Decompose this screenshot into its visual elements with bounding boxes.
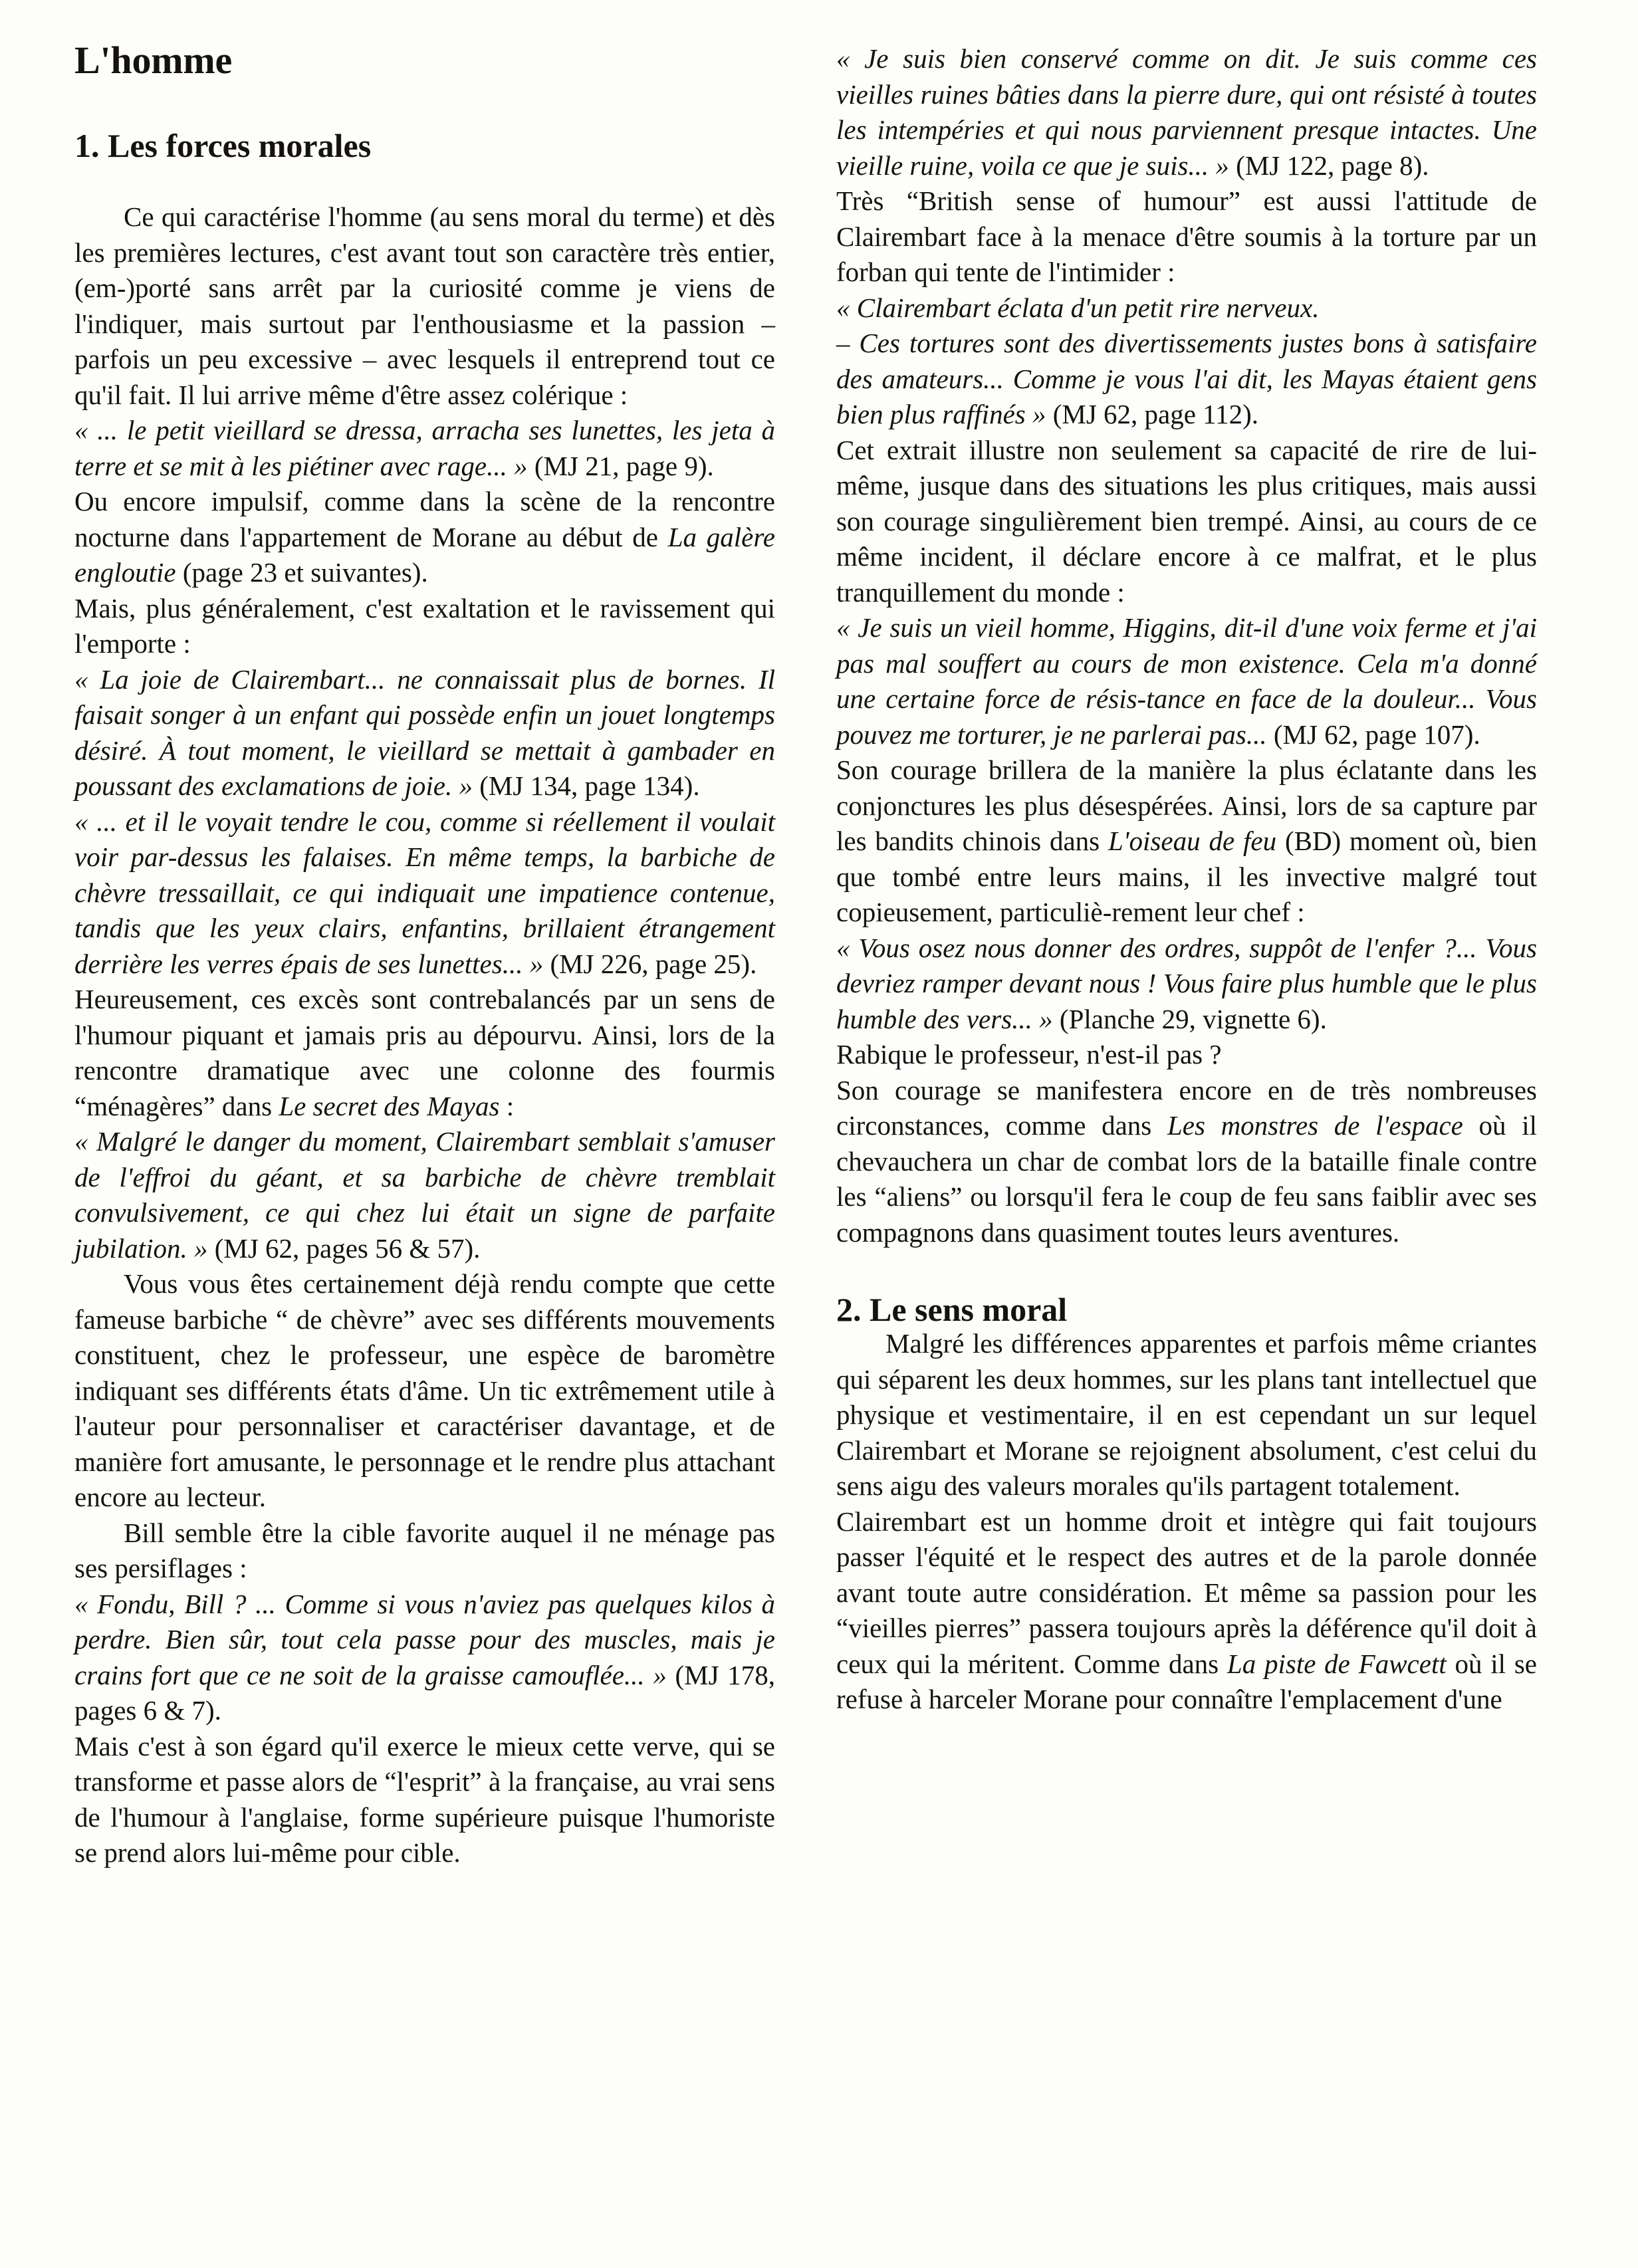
quoted-text: La galère engloutie: [74, 521, 775, 588]
quoted-text: « Clairembart éclata d'un petit rire nerveux.: [836, 292, 1320, 323]
body-text: Ou encore impulsif, comme dans la scène de la rencontre nocturne dans l'appartement de Morane au début de: [74, 486, 775, 552]
paragraph-rp1: [836, 183, 1537, 290]
body-text: Heureusement, ces excès sont contrebalancés par un sens de l'humour piquant et jamais pris au dépourvu. Ainsi, lors de la rencontre dramatique avec une colonne des fourmis “ménagères” dans: [74, 984, 775, 1121]
quoted-text: « Je suis un vieil homme, Higgins, dit-il d'une voix ferme et j'ai pas mal souffert au cours de mon existence. Cela m'a donné une certaine force de résis-tance en face de la douleur... Vous pouvez me torturer, je ne parlerai pas...: [836, 612, 1537, 750]
paragraph-rp2: [836, 433, 1537, 611]
paragraph-rp4: [836, 1037, 1537, 1073]
body-text: Rabique le professeur, n'est-il pas ?: [836, 1039, 1222, 1070]
quoted-text: « ... le petit vieillard se dressa, arracha ses lunettes, les jeta à terre et se mit à les piétiner avec rage... »: [74, 415, 775, 481]
body-text: (MJ 122, page 8).: [1228, 150, 1429, 181]
right-column-body-after-heading: [836, 1326, 1537, 1718]
body-text: Mais, plus généralement, c'est exaltation et le ravissement qui l'emporte :: [74, 592, 775, 659]
body-text: Vous vous êtes certainement déjà rendu compte que cette fameuse barbiche “ de chèvre” avec ses différents mouvements constituent, chez le professeur, une espèce de baromètre indiquant ses différents états d'âme. Un tic extrêmement utile à l'auteur pour personnaliser et caractériser davantage, et de manière fort amusante, le personnage et le rendre plus attachant encore au lecteur.: [74, 1268, 775, 1512]
paragraph-rq3: [836, 326, 1537, 433]
body-text: Son courage brillera de la manière la plus éclatante dans les conjonctures les plus désespérées. Ainsi, lors de sa capture par les bandits chinois dans: [836, 754, 1537, 856]
quoted-text: « Fondu, Bill ? ... Comme si vous n'aviez pas quelques kilos à perdre. Bien sûr, tout cela passe pour des muscles, mais je crains fort que ce ne soit de la graisse camouflée... »: [74, 1588, 775, 1690]
paragraph-q1: [74, 413, 775, 484]
body-text: Ce qui caractérise l'homme (au sens moral du terme) et dès les premières lectures, c'est avant tout son caractère très entier, (em-)porté sans arrêt par la curiosité comme je viens de l'indiquer, mais surtout par l'enthousiasme et la passion – parfois un peu excessive – avec lesquels il entreprend tout ce qu'il fait. Il lui arrive même d'être assez colérique :: [74, 201, 775, 410]
quoted-text: « Vous osez nous donner des ordres, suppôt de l'enfer ?... Vous devriez ramper devant nous ! Vous faire plus humble que le plus humble des vers... »: [836, 932, 1537, 1034]
paragraph-q5: [74, 1587, 775, 1729]
paragraph-p7: [74, 1729, 775, 1871]
section-heading-1: 1. Les forces morales: [74, 127, 372, 164]
body-text: (BD) moment où, bien que tombé entre leurs mains, il les invective malgré tout copieusement, particuliè-rement leur chef :: [836, 826, 1537, 927]
right-column: [836, 41, 1537, 2241]
body-text: (MJ 62, page 107).: [1266, 719, 1480, 750]
quoted-text: – Ces tortures sont des divertissements justes bons à satisfaire des amateurs... Comme je vous l'ai dit, les Mayas étaient gens bien plus raffinés »: [836, 328, 1537, 429]
body-text: (MJ 62, pages 56 & 57).: [207, 1232, 481, 1264]
page-title: L'homme: [74, 39, 233, 82]
quoted-text: Les monstres de l'espace: [1167, 1110, 1463, 1141]
body-text: (page 23 et suivantes).: [176, 557, 428, 588]
body-text: Clairembart est un homme droit et intègre qui fait toujours passer l'équité et le respect des autres et de la parole donnée avant toute autre considération. Et même sa passion pour les “vieilles pierres” passera toujours après la déférence qu'il doit à ceux qui la méritent. Comme dans: [836, 1506, 1537, 1679]
paragraph-rp7: [836, 1504, 1537, 1718]
body-text: (Planche 29, vignette 6).: [1052, 1003, 1327, 1034]
body-text: (MJ 178, pages 6 & 7).: [74, 1659, 775, 1726]
quoted-text: « La joie de Clairembart... ne connaissait plus de bornes. Il faisait songer à un enfant qui possède enfin un jouet longtemps désiré. À tout moment, le vieillard se mettait à gambader en poussant des exclamations de joie. »: [74, 663, 775, 801]
quoted-text: « Je suis bien conservé comme on dit. Je suis comme ces vieilles ruines bâties dans la pierre dure, qui ont résisté à toutes les intempéries et qui nous parviennent presque intactes. Une vieille ruine, voila ce que je suis... »: [836, 43, 1537, 181]
section-heading-2: 2. Le sens moral: [836, 1291, 1068, 1328]
body-text: Très “British sense of humour” est aussi l'attitude de Clairembart face à la menace d'être soumis à la torture par un forban qui tente de l'intimider :: [836, 185, 1537, 287]
paragraph-rq2: [836, 290, 1537, 326]
paragraph-p1: [74, 199, 775, 413]
quoted-text: La piste de Fawcett: [1227, 1648, 1447, 1679]
right-column-body: [836, 41, 1537, 1250]
paragraph-rp6: [836, 1326, 1537, 1504]
paragraph-rq4: [836, 610, 1537, 752]
body-text: où il se refuse à harceler Morane pour connaître l'emplacement d'une: [836, 1648, 1538, 1714]
paragraph-q2: [74, 662, 775, 804]
quoted-text: « Malgré le danger du moment, Clairembart semblait s'amuser de l'effroi du géant, et sa barbiche de chèvre tremblait convulsivement, ce qui chez lui était un signe de parfaite jubilation. »: [74, 1126, 775, 1264]
body-text: (MJ 134, page 134).: [472, 770, 700, 801]
paragraph-rq1: [836, 41, 1537, 183]
paragraph-rp5: [836, 1073, 1537, 1251]
paragraph-p3: [74, 591, 775, 662]
body-text: (MJ 226, page 25).: [543, 948, 757, 979]
body-text: :: [499, 1090, 515, 1121]
body-text: Malgré les différences apparentes et parfois même criantes qui séparent les deux hommes, sur les plans tant intellectuel que physique et vestimentaire, il en est cependant un sur lequel Clairembart et Morane se rejoignent absolument, c'est celui du sens aigu des valeurs morales qu'ils partagent totalement.: [836, 1328, 1537, 1501]
paragraph-q3: [74, 804, 775, 982]
quoted-text: L'oiseau de feu: [1108, 826, 1277, 856]
paragraph-rp3: [836, 752, 1537, 931]
body-text: Son courage se manifestera encore en de très nombreuses circonstances, comme dans: [836, 1074, 1537, 1141]
quoted-text: « ... et il le voyait tendre le cou, comme si réellement il voulait voir par-dessus les falaises. En même temps, la barbiche de chèvre tressaillait, ce qui indiquait une impatience contenue, tandis que les yeux clairs, enfantins, brillaient étrangement derrière les verres épais de ses lunettes... »: [74, 806, 775, 979]
quoted-text: Le secret des Mayas: [279, 1090, 500, 1121]
body-text: Bill semble être la cible favorite auquel il ne ménage pas ses persiflages :: [74, 1517, 775, 1583]
left-column: [74, 41, 775, 2241]
paragraph-rq5: [836, 931, 1537, 1038]
paragraph-p6: [74, 1516, 775, 1587]
body-text: où il chevauchera un char de combat lors de la bataille finale contre les “aliens” ou lorsqu'il fera le coup de feu sans faiblir avec ses compagnons dans quasiment toutes leurs aventures.: [836, 1110, 1537, 1248]
paragraph-p4: [74, 982, 775, 1124]
body-text: Cet extrait illustre non seulement sa capacité de rire de lui-même, jusque dans des situations les plus critiques, mais aussi son courage singulièrement bien trempé. Ainsi, au cours de ce même incident, il déclare encore à ce malfrat, et le plus tranquillement du monde :: [836, 434, 1537, 608]
body-text: (MJ 21, page 9).: [527, 450, 714, 481]
body-text: (MJ 62, page 112).: [1046, 399, 1259, 429]
left-column-body: [74, 199, 775, 1871]
paragraph-p5: [74, 1266, 775, 1516]
paragraph-p2: [74, 484, 775, 591]
body-text: Mais c'est à son égard qu'il exerce le mieux cette verve, qui se transforme et passe alors de “l'esprit” à la française, au vrai sens de l'humour à l'anglaise, forme supérieure puisque l'humoriste se prend alors lui-même pour cible.: [74, 1730, 775, 1868]
paragraph-q4: [74, 1124, 775, 1266]
two-column-layout: [74, 41, 1564, 2241]
